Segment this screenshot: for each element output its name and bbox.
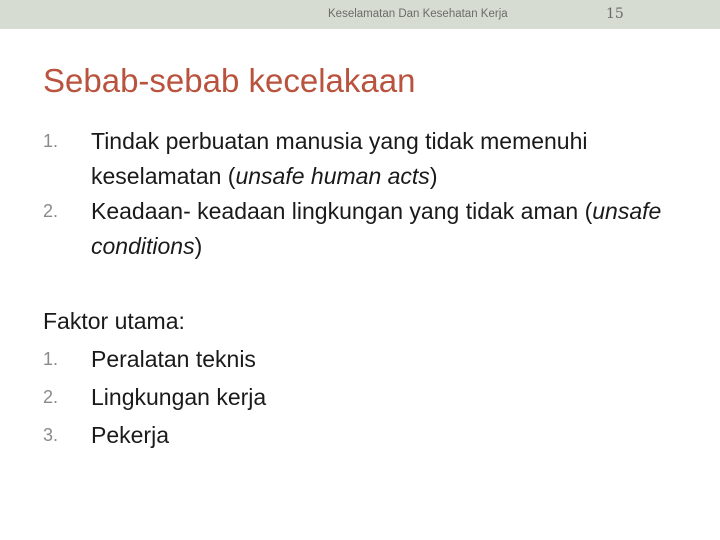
slide-number: 15 <box>606 6 624 22</box>
header-title: Keselamatan Dan Kesehatan Kerja <box>328 8 508 20</box>
cause-item <box>43 194 703 264</box>
cause-number: 2. <box>43 201 59 221</box>
cause-text-end: ) <box>194 233 203 259</box>
factor-text: Peralatan teknis <box>91 346 256 372</box>
slide-content <box>43 124 703 454</box>
factors-title: Faktor utama: <box>43 308 185 334</box>
cause-text-italic: unsafe conditions <box>91 198 662 259</box>
factor-item <box>43 378 703 416</box>
factor-item <box>43 340 703 378</box>
header-bar <box>0 0 720 29</box>
cause-text-main: Keadaan- keadaan lingkungan yang tidak aman ( <box>91 198 593 224</box>
cause-text-main: Tindak perbuatan manusia yang tidak memenuhi keselamatan ( <box>91 128 588 189</box>
slide-title: Sebab-sebab kecelakaan <box>43 62 416 99</box>
factor-item <box>43 416 703 454</box>
cause-text <box>43 194 703 264</box>
cause-number: 1. <box>43 131 59 151</box>
cause-item <box>43 124 703 194</box>
factor-number: 1. <box>43 349 59 369</box>
cause-text-italic: unsafe human acts <box>235 163 430 189</box>
cause-text-end: ) <box>429 163 438 189</box>
cause-text <box>43 124 703 194</box>
factor-text: Pekerja <box>91 422 169 448</box>
factor-text: Lingkungan kerja <box>91 384 267 410</box>
factor-number: 3. <box>43 425 59 445</box>
factor-number: 2. <box>43 387 59 407</box>
